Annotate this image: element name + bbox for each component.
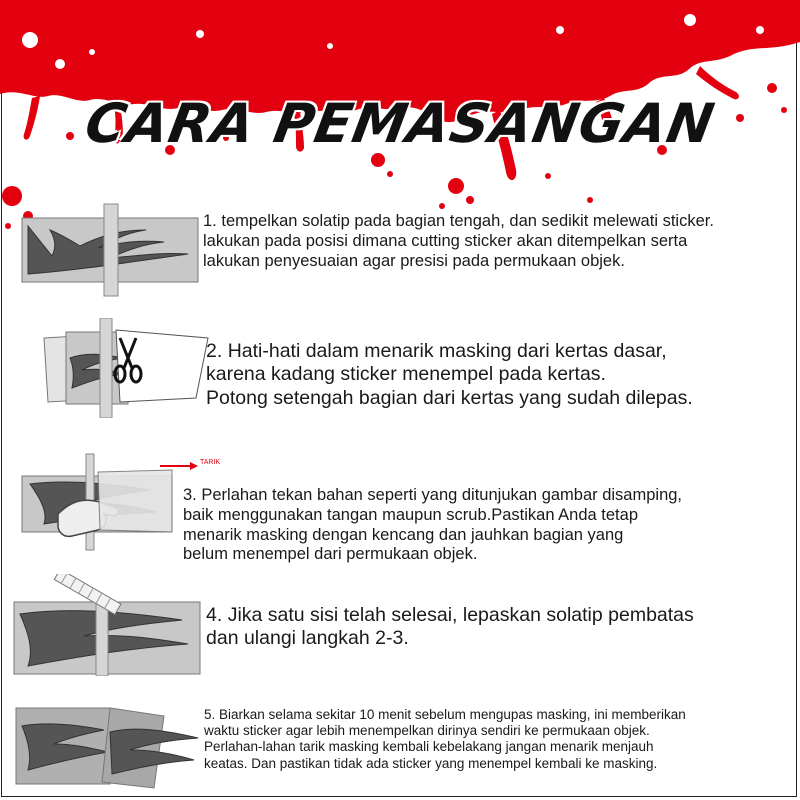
step-number: 2. xyxy=(206,340,223,362)
pull-label: TARIK xyxy=(200,459,221,466)
step-5-text xyxy=(204,707,794,772)
step-4-text xyxy=(206,604,796,651)
step-line: karena kadang sticker menempel pada kertas. xyxy=(206,363,606,386)
step-line: lakukan pada posisi dimana cutting sticker akan ditempelkan serta xyxy=(203,231,688,250)
step-line: tempelkan solatip pada bagian tengah, dan sedikit melewati sticker. xyxy=(221,212,714,230)
step-line: dan ulangi langkah 2-3. xyxy=(206,627,409,650)
step-line: Perlahan-lahan tarik masking kembali kebelakang jangan menarik menjauh xyxy=(204,739,654,755)
step-number: 4. xyxy=(206,604,223,626)
step-number: 3. xyxy=(183,486,197,504)
step-2-illustration xyxy=(36,318,216,418)
page-title: CARA PEMASANGAN xyxy=(80,92,720,155)
step-number: 1. xyxy=(203,212,217,230)
step-4-illustration xyxy=(12,574,202,676)
step-1-illustration xyxy=(20,200,200,300)
step-line: baik menggunakan tangan maupun scrub.Pastikan Anda tetap xyxy=(183,505,638,524)
step-line: lakukan penyesuaian agar presisi pada permukaan objek. xyxy=(203,251,625,270)
step-line: Hati-hati dalam menarik masking dari kertas dasar, xyxy=(227,340,667,362)
step-line: menarik masking dengan kencang dan jauhkan bagian yang xyxy=(183,525,624,544)
step-line: Biarkan selama sekitar 10 menit sebelum mengupas masking, ini memberikan xyxy=(219,707,686,722)
step-line: Potong setengah bagian dari kertas yang sudah dilepas. xyxy=(206,386,693,409)
step-line: Perlahan tekan bahan seperti yang ditunjukan gambar disamping, xyxy=(201,486,683,504)
step-1-text xyxy=(203,212,793,271)
step-3-text xyxy=(183,486,793,565)
step-number: 5. xyxy=(204,707,216,722)
step-2-text xyxy=(206,340,796,410)
step-line: keatas. Dan pastikan tidak ada sticker yang menempel kembali ke masking. xyxy=(204,755,658,771)
step-line: Jika satu sisi telah selesai, lepaskan solatip pembatas xyxy=(227,604,694,626)
step-line: waktu sticker agar lebih menempelkan dirinya sendiri ke permukaan objek. xyxy=(204,723,650,739)
step-5-illustration xyxy=(14,696,204,792)
step-line: belum menempel dari permukaan objek. xyxy=(183,545,478,564)
